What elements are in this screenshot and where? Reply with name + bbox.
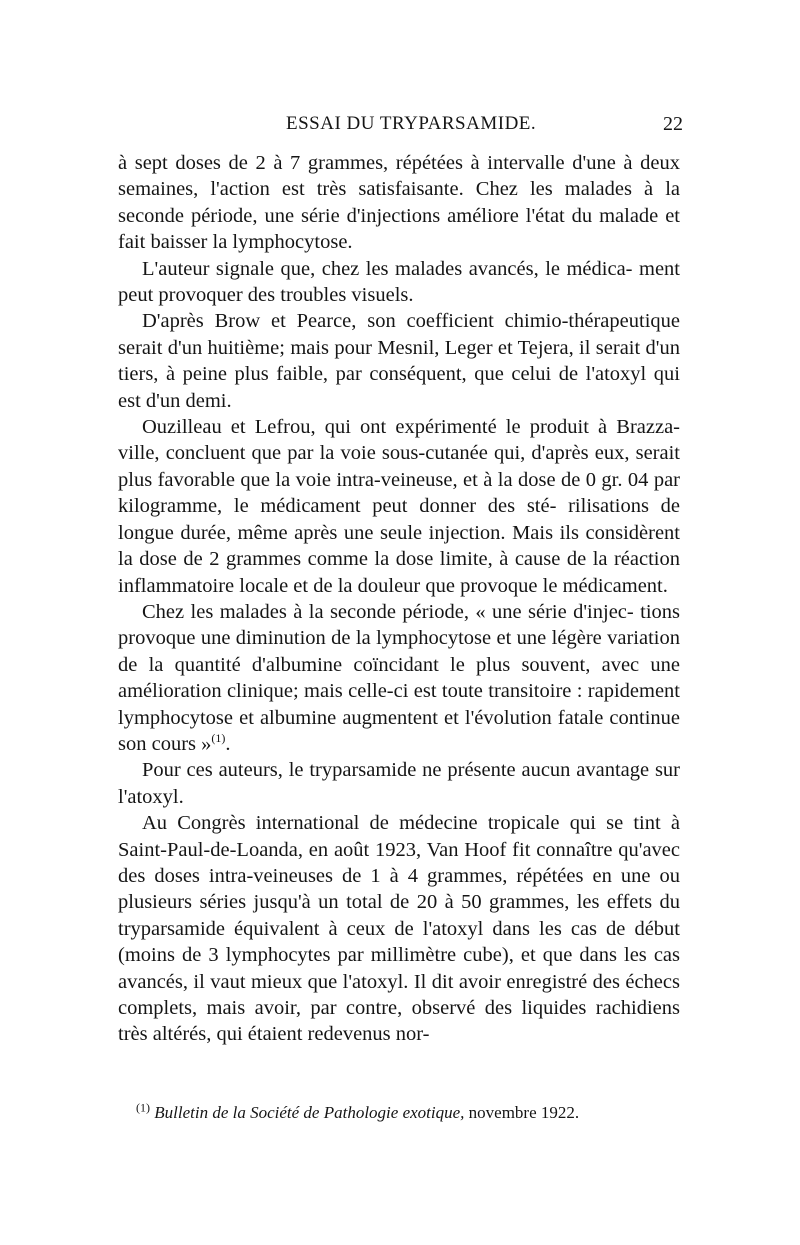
paragraph-6: Pour ces auteurs, le tryparsamide ne présente aucun avantage sur l'atoxyl. [118, 759, 680, 808]
paragraph-2: L'auteur signale que, chez les malades avancés, le médica- ment peut provoquer des troubles visuels. [118, 257, 680, 307]
running-title: ESSAI DU TRYPARSAMIDE. [286, 113, 537, 134]
running-head [118, 113, 683, 143]
paragraph-4: Ouzilleau et Lefrou, qui ont expérimenté le produit à Brazza- ville, concluent que par la voie sous-cutanée qui, d'après eux, serait plus favorable que la voie intra-veineuse, et à la dose de 0 gr. 04 par kilogramme, le médicament peut donner des sté- rilisations de longue durée, même après une seule injection. Mais ils considèrent la dose de 2 grammes comme la dose limite, à cause de la réaction inflammatoire locale et de la douleur que provoque le médicament. [118, 416, 680, 597]
page-number: 22 [663, 113, 683, 135]
footnote-reference: (1) [211, 731, 226, 746]
paragraph-1: à sept doses de 2 à 7 grammes, répétées à intervalle d'une à deux semaines, l'action est très satisfaisante. Chez les malades à la seconde période, une série d'injections améliore l'état du malade et fait baisser la lymphocytose. [118, 152, 680, 254]
footnote-marker: (1) [136, 1100, 150, 1115]
body-text [118, 150, 680, 1048]
paragraph-3: D'après Brow et Pearce, son coefficient chimio-thérapeutique serait d'un huitième; mais pour Mesnil, Leger et Tejera, il serait d'un tiers, à peine plus faible, par conséquent, que celui de l'atoxyl qui est d'un demi. [118, 310, 680, 412]
paragraph-7: Au Congrès international de médecine tropicale qui se tint à Saint-Paul-de-Loanda, en août 1923, Van Hoof fit connaître qu'avec des doses intra-veineuses de 1 à 4 grammes, répétées en une ou plusieurs séries jusqu'à un total de 20 à 50 grammes, les effets du tryparsamide équivalent à ceux de l'atoxyl dans les cas de début (moins de 3 lymphocytes par millimètre cube), et que dans les cas avancés, il vaut mieux que l'atoxyl. Il dit avoir enregistré des échecs complets, mais avoir, par contre, observé des liquides rachidiens très altérés, qui étaient redevenus nor- [118, 812, 680, 1046]
footnote [136, 1102, 676, 1124]
footnote-title: Bulletin de la Société de Pathologie exotique, [154, 1103, 465, 1122]
footnote-date: novembre 1922. [468, 1103, 580, 1122]
paragraph-5-text: Chez les malades à la seconde période, « une série d'injec- tions provoque une diminution de la lymphocytose et une légère variation de la quantité d'albumine coïncidant le plus souvent, avec une amélioration clinique; mais celle-ci est toute transitoire : rapidement lymphocytose et albumine augmentent et l'évolution fatale continue son cours » [118, 600, 680, 755]
paragraph-5: Chez les malades à la seconde période, « une série d'injec- tions provoque une diminution de la lymphocytose et une légère variation de la quantité d'albumine coïncidant le plus souvent, avec une amélioration clinique; mais celle-ci est toute transitoire : rapidement lymphocytose et albumine augmentent et l'évolution fatale continue son cours »$^{(1)}$. [118, 600, 680, 755]
